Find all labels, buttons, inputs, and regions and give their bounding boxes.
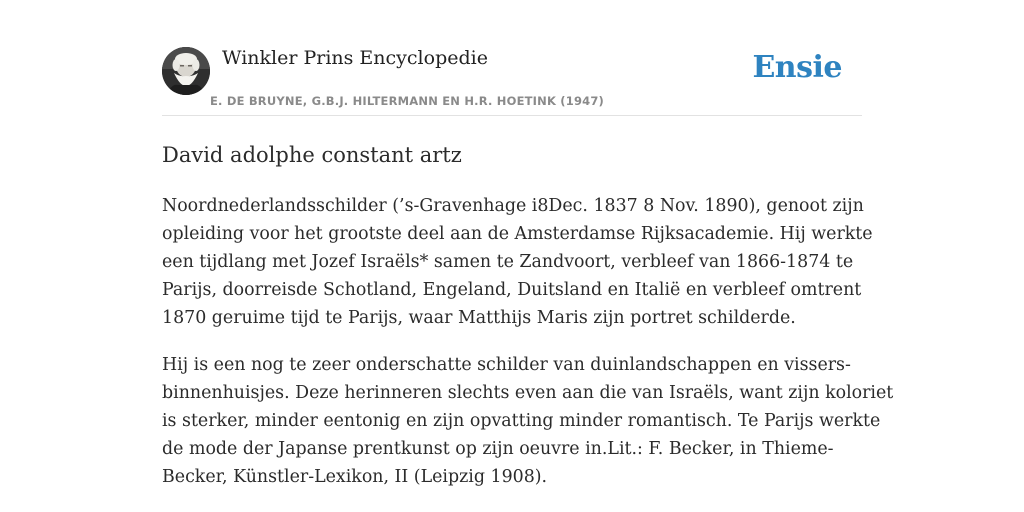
paragraph-line: opleiding voor het grootste deel aan de Amsterdamse Rijksacademie. Hij werkte [162, 224, 873, 244]
paragraph-line: Parijs, doorreisde Schotland, Engeland, Duitsland en Italië en verbleef omtrent [162, 280, 862, 300]
paragraph-line: de mode der Japanse prentkunst op zijn oeuvre in.Lit.: F. Becker, in Thieme- [162, 439, 834, 459]
paragraph-line: een tijdlang met Jozef Israëls* samen te Zandvoort, verbleef van 1866-1874 te [162, 252, 854, 272]
author-avatar [162, 47, 210, 95]
paragraph-line: Noordnederlandsschilder (’s-Gravenhage i8Dec. 1837 8 Nov. 1890), genoot zijn [162, 196, 864, 216]
paragraph-line: 1870 geruime tijd te Parijs, waar Matthijs Maris zijn portret schilderde. [162, 308, 796, 328]
authors-credit: E. DE BRUYNE, G.B.J. HILTERMANN EN H.R. HOETINK (1947) [210, 94, 605, 108]
paragraph-line: binnenhuisjes. Deze herinneren slechts even aan die van Israëls, want zijn koloriet [162, 383, 894, 403]
article-paragraph [162, 192, 873, 332]
article-paragraph [162, 351, 894, 491]
article-title: David adolphe constant artz [162, 143, 462, 167]
paragraph-line: Becker, Künstler-Lexikon, II (Leipzig 1908). [162, 467, 548, 487]
portrait-icon [162, 47, 210, 95]
brand-logo-link[interactable]: Ensie [752, 50, 842, 85]
article-body [162, 192, 894, 510]
paragraph-line: Hij is een nog te zeer onderschatte schilder van duinlandschappen en vissers- [162, 355, 851, 375]
site-header [162, 0, 862, 116]
page [162, 0, 894, 512]
site-title[interactable]: Winkler Prins Encyclopedie [222, 47, 488, 69]
paragraph-line: is sterker, minder eentonig en zijn opvatting minder romantisch. Te Parijs werkte [162, 411, 881, 431]
